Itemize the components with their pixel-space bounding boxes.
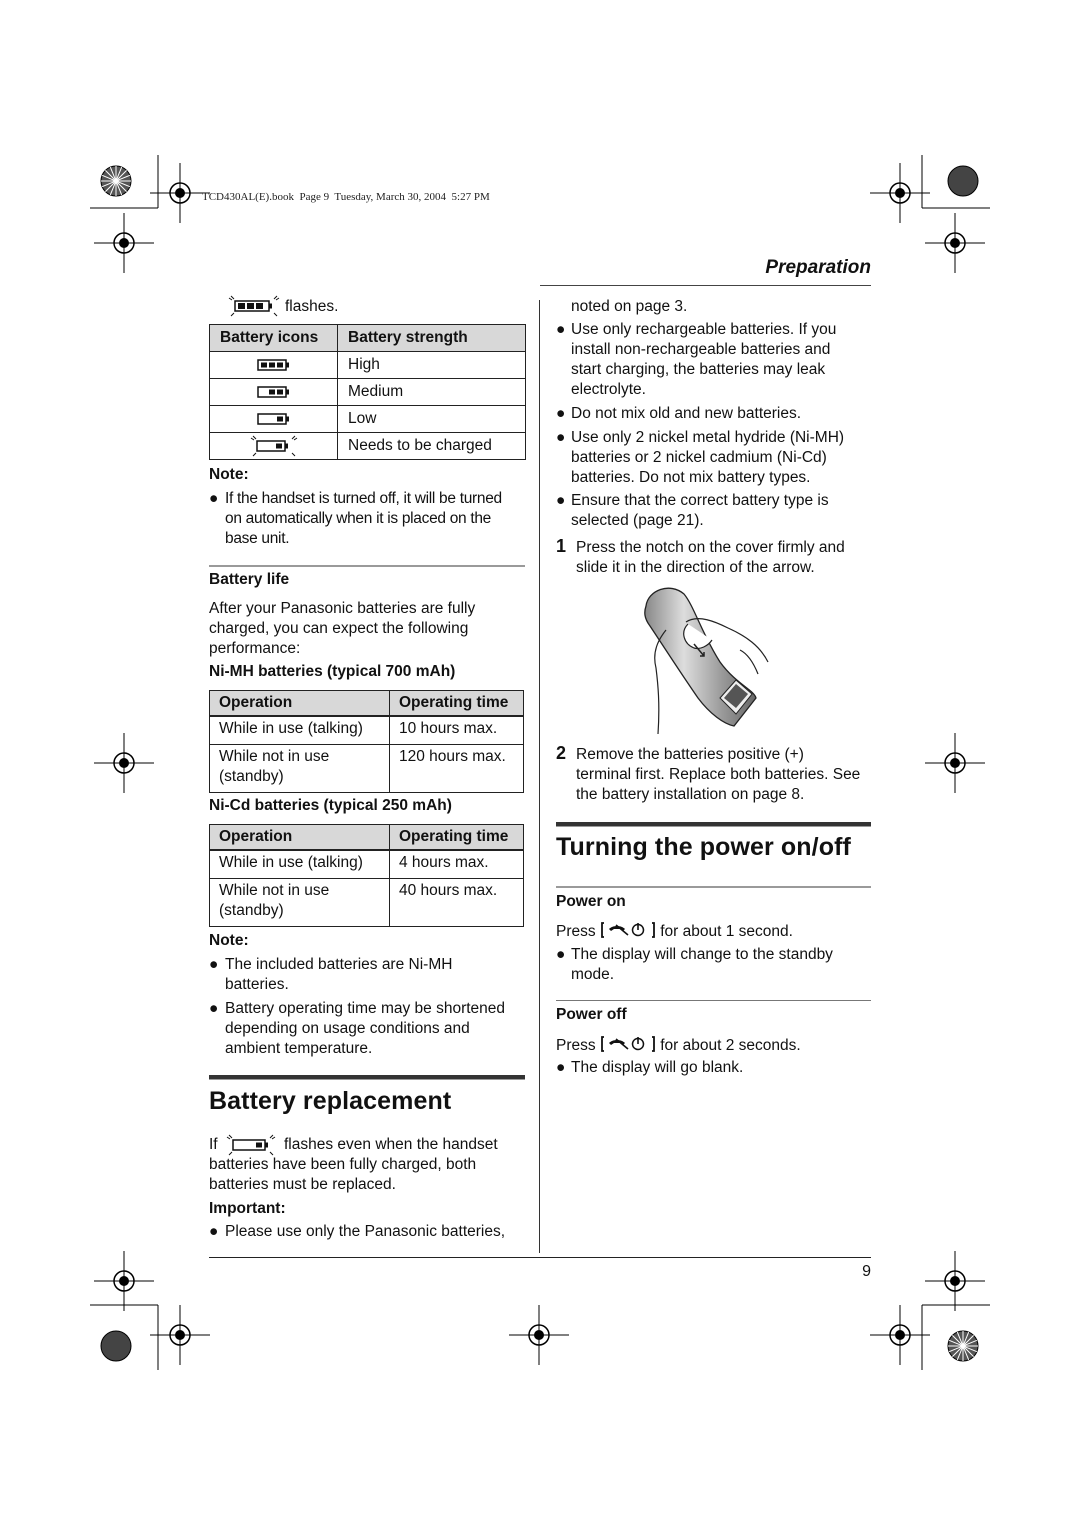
bullet-icon: ● bbox=[556, 492, 566, 509]
power-off-press-line bbox=[556, 1035, 801, 1056]
nicd-title: Ni-Cd batteries (typical 250 mAh) bbox=[209, 797, 452, 814]
time-cell: 120 hours max. bbox=[390, 745, 524, 793]
note-line: base unit. bbox=[225, 530, 290, 547]
text-line: Please use only the Panasonic batteries, bbox=[225, 1223, 506, 1240]
nimh-title: Ni-MH batteries (typical 700 mAh) bbox=[209, 663, 456, 680]
battery-medium-icon bbox=[257, 385, 291, 399]
text-line: Use only rechargeable batteries. If you bbox=[571, 321, 837, 338]
section-title: Preparation bbox=[765, 257, 871, 278]
power-on-press-line bbox=[556, 921, 793, 942]
battery-strength-table bbox=[209, 324, 526, 460]
table-header: Operating time bbox=[390, 825, 524, 851]
important-title: Important: bbox=[209, 1200, 286, 1217]
bullet-icon: ● bbox=[209, 490, 219, 507]
text-line: electrolyte. bbox=[571, 381, 646, 398]
column-divider bbox=[539, 300, 540, 1253]
battery-strength-value: Needs to be charged bbox=[338, 433, 526, 460]
text-line: performance: bbox=[209, 640, 301, 657]
bullet-icon: ● bbox=[209, 1223, 219, 1240]
step-number: 2 bbox=[556, 743, 567, 763]
battery-bullet bbox=[556, 320, 876, 400]
text-line: Do not mix old and new batteries. bbox=[571, 405, 802, 422]
bullet-icon: ● bbox=[209, 956, 219, 973]
table-header: Operation bbox=[210, 691, 390, 717]
bullet-icon: ● bbox=[556, 321, 566, 338]
press-text: for about 2 seconds. bbox=[660, 1037, 801, 1054]
step-text bbox=[576, 538, 876, 578]
battery-low-icon bbox=[257, 412, 291, 426]
continued-text: noted on page 3. bbox=[571, 298, 688, 315]
step-number: 1 bbox=[556, 536, 567, 556]
note-title: Note: bbox=[209, 466, 249, 483]
note-line: Battery operating time may be shortened bbox=[225, 1000, 506, 1017]
power-off-title: Power off bbox=[556, 1006, 627, 1023]
note-line: on automatically when it is placed on the bbox=[225, 510, 492, 527]
heading-rule bbox=[209, 1075, 525, 1080]
note-line: The included batteries are Ni-MH bbox=[225, 956, 453, 973]
text-line: Ensure that the correct battery type is bbox=[571, 492, 829, 509]
battery-life-title: Battery life bbox=[209, 571, 290, 588]
battery-life-text bbox=[209, 599, 475, 659]
handset-cover-illustration bbox=[636, 584, 776, 744]
text-line: batteries or 2 nickel cadmium (Ni-Cd) bbox=[571, 449, 827, 466]
table-row bbox=[210, 850, 524, 879]
text-line: After your Panasonic batteries are fully bbox=[209, 600, 476, 617]
nicd-operating-table bbox=[209, 824, 524, 927]
power-off-bullet bbox=[556, 1058, 876, 1078]
operation-cell: While in use (talking) bbox=[210, 716, 390, 745]
operation-cell: While not in use (standby) bbox=[210, 879, 390, 927]
table-header: Operation bbox=[210, 825, 390, 851]
battery-replacement-heading: Battery replacement bbox=[209, 1087, 452, 1115]
important-bullet bbox=[209, 1222, 529, 1242]
note-line: If the handset is turned off, it will be turned bbox=[225, 490, 502, 507]
replacement-text bbox=[209, 1135, 529, 1195]
note-line: ambient temperature. bbox=[225, 1040, 373, 1057]
table-row bbox=[210, 879, 524, 927]
battery-full-icon bbox=[257, 358, 291, 372]
battery-strength-value: High bbox=[338, 352, 526, 379]
text-line: batteries have been fully charged, both bbox=[209, 1156, 477, 1173]
bullet-icon: ● bbox=[556, 429, 566, 446]
note-bullet bbox=[209, 999, 529, 1059]
text-line: terminal first. Replace both batteries. See bbox=[576, 766, 861, 783]
text-line: Press the notch on the cover firmly and bbox=[576, 539, 845, 556]
battery-strength-value: Medium bbox=[338, 379, 526, 406]
text-line: install non-rechargeable batteries and bbox=[571, 341, 831, 358]
text-line: slide it in the direction of the arrow. bbox=[576, 559, 815, 576]
battery-strength-value: Low bbox=[338, 406, 526, 433]
bullet-icon: ● bbox=[209, 1000, 219, 1017]
table-row bbox=[210, 433, 526, 460]
nimh-operating-table bbox=[209, 690, 524, 793]
battery-flashing-icon bbox=[250, 435, 298, 457]
note-title: Note: bbox=[209, 932, 249, 949]
header-rule bbox=[540, 285, 871, 286]
time-cell: 4 hours max. bbox=[390, 850, 524, 879]
section-divider bbox=[209, 565, 525, 567]
text-line: batteries. Do not mix battery types. bbox=[571, 469, 811, 486]
time-cell: 10 hours max. bbox=[390, 716, 524, 745]
note-line: depending on usage conditions and bbox=[225, 1020, 470, 1037]
table-row bbox=[210, 745, 524, 793]
battery-flashing-icon bbox=[228, 294, 280, 318]
flashes-text: flashes. bbox=[285, 298, 339, 315]
table-header: Operating time bbox=[390, 691, 524, 717]
off-power-key-icon bbox=[600, 1035, 656, 1053]
text-line: The display will go blank. bbox=[571, 1059, 744, 1076]
table-row bbox=[210, 406, 526, 433]
bullet-icon: ● bbox=[556, 1059, 566, 1076]
power-on-off-heading: Turning the power on/off bbox=[556, 833, 851, 861]
power-on-title: Power on bbox=[556, 893, 626, 910]
table-header: Battery strength bbox=[338, 325, 526, 352]
step-text bbox=[576, 745, 876, 805]
off-power-key-icon bbox=[600, 921, 656, 939]
press-text: Press bbox=[556, 923, 596, 940]
section-divider bbox=[556, 1000, 871, 1001]
table-row bbox=[210, 716, 524, 745]
text-line: mode. bbox=[571, 966, 615, 983]
text-line: batteries must be replaced. bbox=[209, 1176, 396, 1193]
text-line: the battery installation on page 8. bbox=[576, 786, 805, 803]
time-cell: 40 hours max. bbox=[390, 879, 524, 927]
bullet-icon: ● bbox=[556, 405, 566, 422]
note-bullet bbox=[209, 489, 529, 549]
operation-cell: While in use (talking) bbox=[210, 850, 390, 879]
print-file-info: TCD430AL(E).book Page 9 Tuesday, March 30, 2004 5:27 PM bbox=[202, 191, 490, 203]
text-line: selected (page 21). bbox=[571, 512, 704, 529]
operation-cell: While not in use (standby) bbox=[210, 745, 390, 793]
text-line: Use only 2 nickel metal hydride (Ni-MH) bbox=[571, 429, 845, 446]
section-divider bbox=[556, 886, 871, 888]
table-header: Battery icons bbox=[210, 325, 338, 352]
press-text: for about 1 second. bbox=[660, 923, 793, 940]
table-row bbox=[210, 379, 526, 406]
text-line: start charging, the batteries may leak bbox=[571, 361, 826, 378]
heading-rule bbox=[556, 822, 871, 827]
page-number: 9 bbox=[862, 1263, 871, 1280]
replacement-if: If bbox=[209, 1136, 218, 1153]
text-line: charged, you can expect the following bbox=[209, 620, 469, 637]
press-text: Press bbox=[556, 1037, 596, 1054]
footer-rule bbox=[209, 1257, 871, 1258]
table-row bbox=[210, 352, 526, 379]
text-line: Remove the batteries positive (+) bbox=[576, 746, 804, 763]
battery-bullet bbox=[556, 491, 876, 531]
note-bullet bbox=[209, 955, 529, 995]
note-line: batteries. bbox=[225, 976, 289, 993]
battery-bullet bbox=[556, 428, 876, 488]
text-line: The display will change to the standby bbox=[571, 946, 833, 963]
power-on-bullet bbox=[556, 945, 876, 985]
bullet-icon: ● bbox=[556, 946, 566, 963]
battery-bullet bbox=[556, 404, 876, 424]
text-line: flashes even when the handset bbox=[284, 1136, 498, 1153]
